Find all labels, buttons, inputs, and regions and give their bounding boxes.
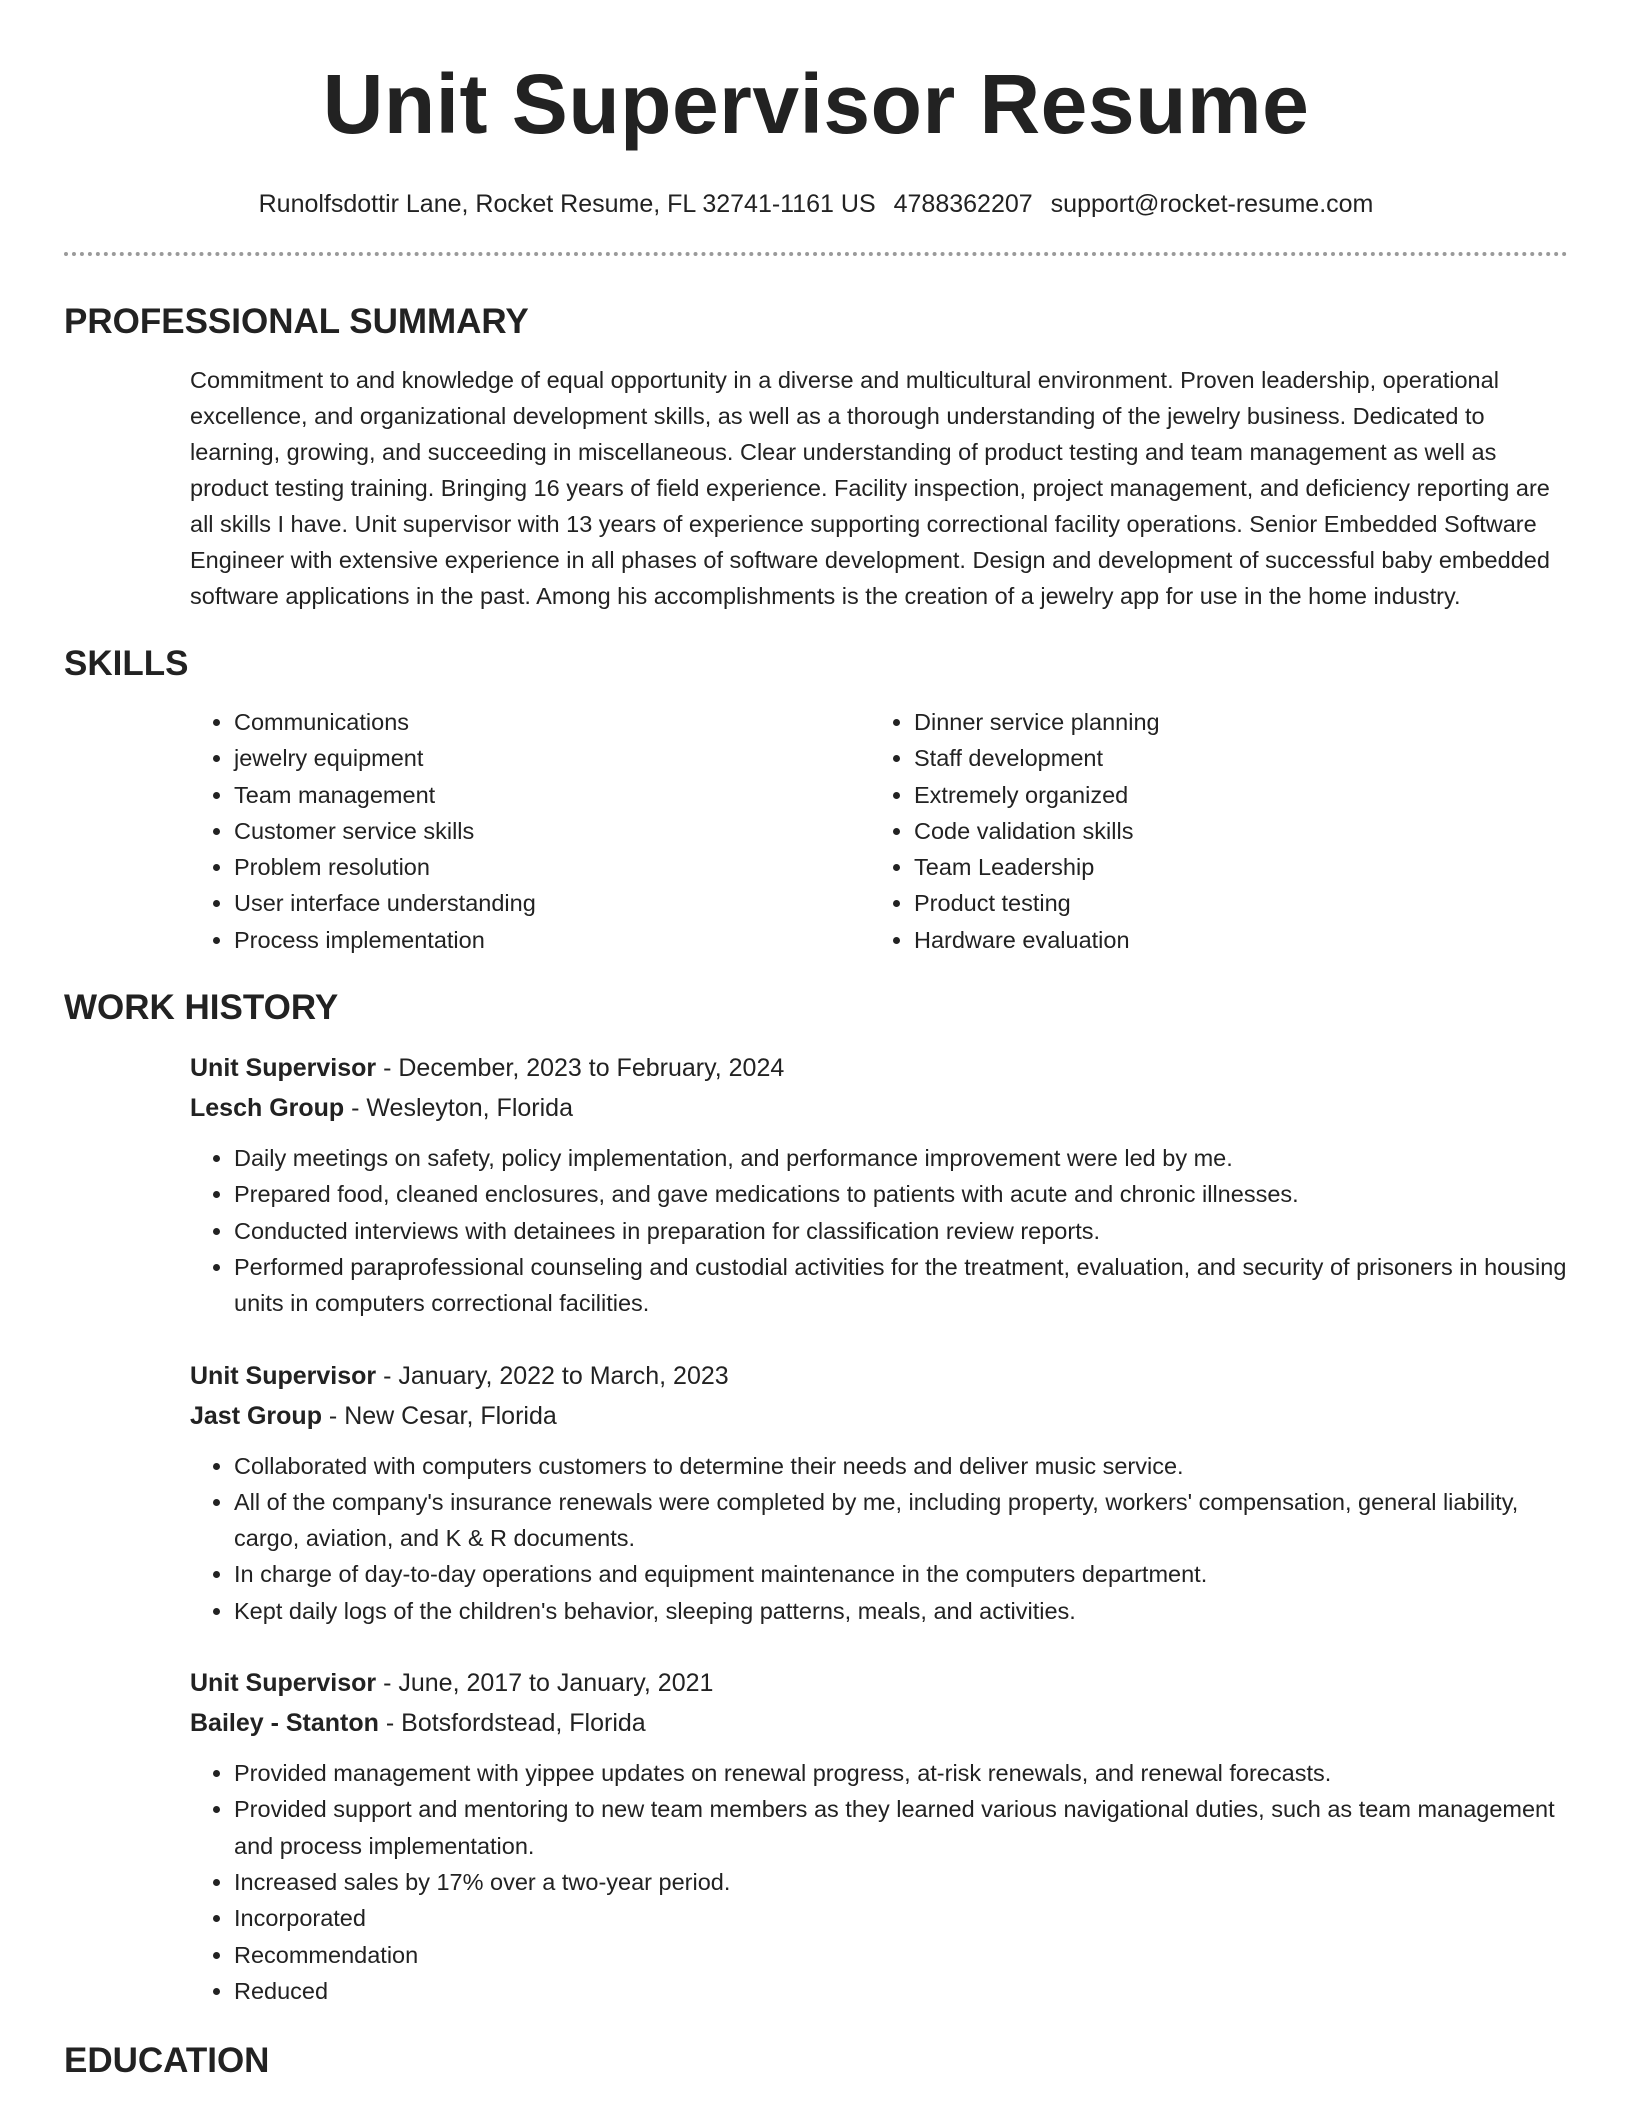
job-title: Unit Supervisor: [190, 1361, 377, 1390]
skill-item: • jewelry equipment: [234, 740, 870, 776]
skill-item: • Communications: [234, 704, 870, 740]
job-title-line: [190, 1356, 1568, 1396]
job-title-line: [190, 1663, 1568, 1703]
header-divider: [64, 252, 1568, 256]
skills-heading: SKILLS: [64, 644, 189, 683]
job-bullet: • Increased sales by 17% over a two-year period.: [234, 1864, 1568, 1900]
skill-item: • Product testing: [914, 885, 1550, 921]
contact-phone: 4788362207: [893, 190, 1033, 218]
contact-info: [64, 188, 1568, 220]
skill-item: • Hardware evaluation: [914, 922, 1550, 958]
skill-item: • Dinner service planning: [914, 704, 1550, 740]
skill-item: • Process implementation: [234, 922, 870, 958]
job-bullet: • Recommendation: [234, 1937, 1568, 1973]
job-bullet: • Kept daily logs of the children's behavior, sleeping patterns, meals, and activities.: [234, 1593, 1568, 1629]
work-history-heading: WORK HISTORY: [64, 988, 339, 1028]
skills-column-left: [190, 704, 870, 958]
skill-item: • Problem resolution: [234, 849, 870, 885]
job-bullets: [190, 1448, 1568, 1629]
skills-list: [190, 704, 1568, 958]
page-title: Unit Supervisor Resume: [322, 57, 1310, 151]
skill-item: • Code validation skills: [914, 813, 1550, 849]
resume-page: [64, 0, 1568, 2083]
job-title: Unit Supervisor: [190, 1669, 377, 1698]
job-bullet: • Collaborated with computers customers to determine their needs and deliver music service.: [234, 1448, 1568, 1484]
job-location: - Botsfordstead, Florida: [378, 1709, 646, 1738]
job-bullet: • Provided management with yippee updates on renewal progress, at-risk renewals, and renewal forecasts.: [234, 1755, 1568, 1791]
job-dates: - January, 2022 to March, 2023: [376, 1361, 729, 1390]
job-bullet: • In charge of day-to-day operations and equipment maintenance in the computers department.: [234, 1556, 1568, 1592]
job-title-line: [190, 1048, 1568, 1088]
skill-item: • Extremely organized: [914, 777, 1550, 813]
job-company-line: [190, 1088, 1568, 1128]
job-bullet: • Prepared food, cleaned enclosures, and gave medications to patients with acute and chronic illnesses.: [234, 1176, 1568, 1212]
job-bullet: • Conducted interviews with detainees in preparation for classification review reports.: [234, 1213, 1568, 1249]
job-bullets: [190, 1755, 1568, 2009]
job-entry: [190, 1048, 1568, 1321]
summary-text: Commitment to and knowledge of equal opportunity in a diverse and multicultural environment. Proven leadership, operational excellence, and organizational development skills, as well as a thorough understanding of the jewelry business. Dedicated to learning, growing, and succeeding in miscellaneous. Clear understanding of product testing and team management as well as product testing training. Bringing 16 years of field experience. Facility inspection, project management, and deficiency reporting are all skills I have. Unit supervisor with 13 years of experience supporting correctional facility operations. Senior Embedded Software Engineer with extensive experience in all phases of software development. Design and development of successful baby embedded software applications in the past. Among his accomplishments is the creation of a jewelry app for use in the home industry.: [190, 367, 1550, 609]
skills-column-right: [870, 704, 1550, 958]
summary-heading: PROFESSIONAL SUMMARY: [64, 302, 529, 341]
job-bullet: • Reduced: [234, 1973, 1568, 2009]
job-bullets: [190, 1140, 1568, 1321]
job-company: Lesch Group: [190, 1094, 345, 1123]
job-dates: - June, 2017 to January, 2021: [376, 1669, 714, 1698]
skill-item: • Team management: [234, 777, 870, 813]
contact-email: support@rocket-resume.com: [1050, 190, 1374, 218]
job-bullet: • Daily meetings on safety, policy implementation, and performance improvement were led by me.: [234, 1140, 1568, 1176]
job-location: - Wesleyton, Florida: [344, 1094, 573, 1123]
job-location: - New Cesar, Florida: [321, 1401, 557, 1430]
job-company-line: [190, 1703, 1568, 1743]
contact-address: Runolfsdottir Lane, Rocket Resume, FL 32741-1161 US: [258, 190, 876, 218]
job-company: Jast Group: [190, 1401, 322, 1430]
skill-item: • User interface understanding: [234, 885, 870, 921]
job-entry: [190, 1663, 1568, 2009]
job-company: Bailey - Stanton: [190, 1709, 379, 1738]
job-bullet: • Performed paraprofessional counseling and custodial activities for the treatment, evaluation, and security of prisoners in housing units in computers correctional facilities.: [234, 1249, 1568, 1322]
skill-item: • Staff development: [914, 740, 1550, 776]
education-heading: EDUCATION: [64, 2041, 270, 2081]
skill-item: • Team Leadership: [914, 849, 1550, 885]
skill-item: • Customer service skills: [234, 813, 870, 849]
job-bullet: • Incorporated: [234, 1900, 1568, 1936]
job-company-line: [190, 1396, 1568, 1436]
job-dates: - December, 2023 to February, 2024: [376, 1054, 785, 1083]
job-title: Unit Supervisor: [190, 1054, 377, 1083]
job-bullet: • Provided support and mentoring to new team members as they learned various navigational duties, such as team management and process implementation.: [234, 1791, 1568, 1864]
job-entry: [190, 1356, 1568, 1629]
job-bullet: • All of the company's insurance renewals were completed by me, including property, workers' compensation, general liability, cargo, aviation, and K & R documents.: [234, 1484, 1568, 1557]
